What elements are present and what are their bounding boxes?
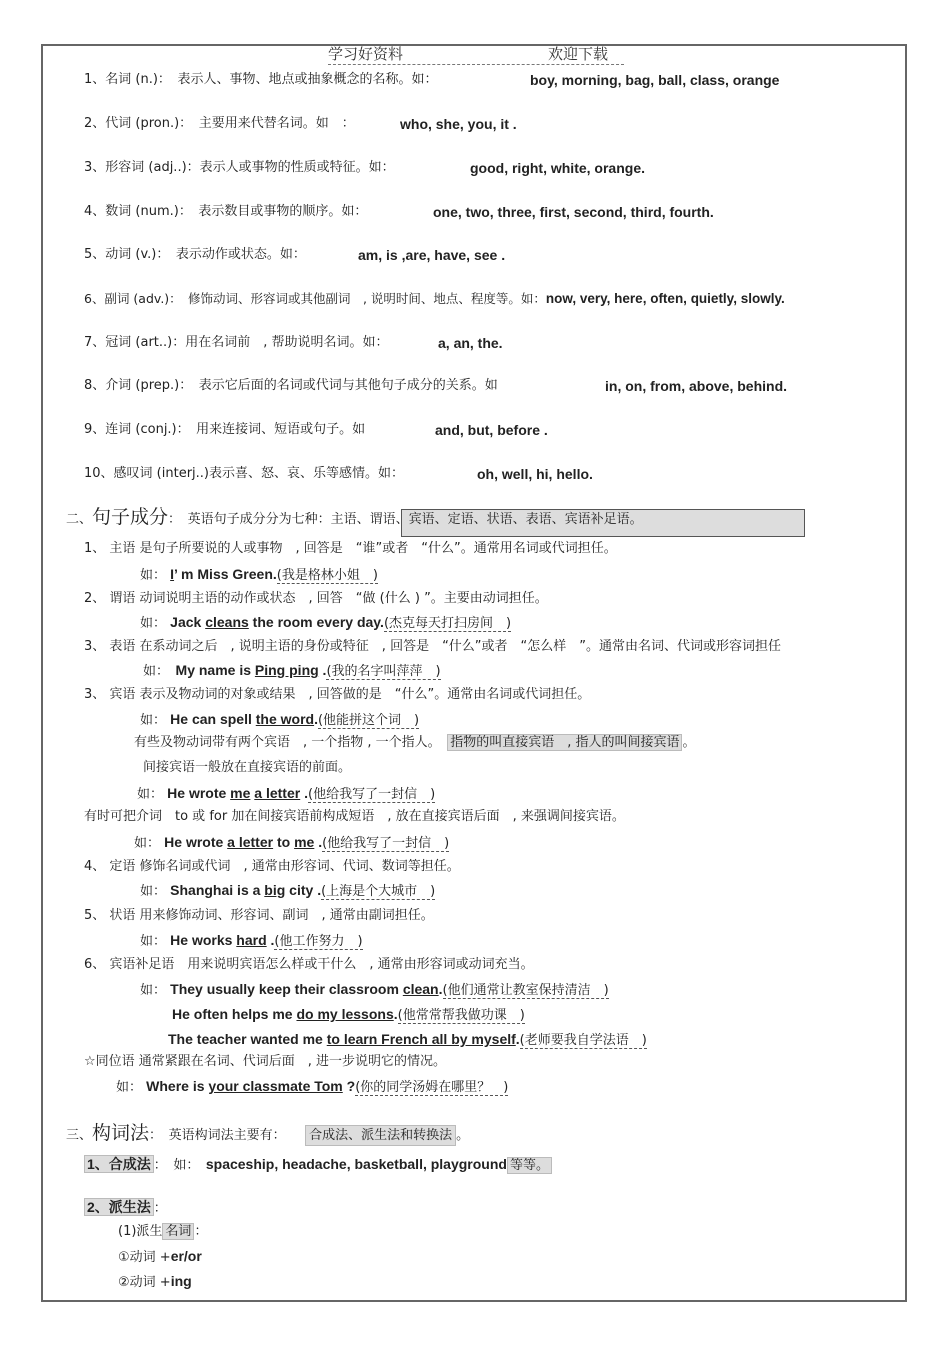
pos-item: 10、感叹词 (interj..)表示喜、怒、哀、乐等感情。如： oh, well, hi, hello. — [84, 466, 593, 482]
example-line: He often helps me do my lessons.(他常常帮我做功课 ) — [172, 1006, 525, 1023]
pos-item: 4、数词 (num.)： 表示数目或事物的顺序。如： one, two, three, first, second, third, fourth. — [84, 204, 714, 220]
text-line: 3、 宾语 表示及物动词的对象或结果 , 回答做的是 “什么”。通常由名词或代词担任。 — [84, 687, 591, 702]
subheading-compound: 1、合成法 ： 如： spaceship, headache, basketball, playground 等等。 — [84, 1155, 552, 1175]
pos-item: 6、副词 (adv.)： 修饰动词、形容词或其他副词 , 说明时间、地点、程度等。如：now, very, here, often, quietly, slowly. — [84, 291, 785, 306]
header-left: 学习好资料 — [328, 45, 404, 63]
example-line: 如： My name is Ping ping .(我的名字叫萍萍 ) — [143, 662, 441, 679]
example-line: The teacher wanted me to learn French all by myself.(老师要我自学法语 ) — [168, 1031, 647, 1048]
example-line: 如： He works hard .(他工作努力 ) — [140, 932, 363, 949]
text-line: 4、 定语 修饰名词或代词 , 通常由形容词、代词、数词等担任。 — [84, 859, 460, 874]
example-line: 如： They usually keep their classroom clean.(他们通常让教室保持清洁 ) — [140, 981, 609, 998]
pos-item: 7、冠词 (art..)：用在名词前 , 帮助说明名词。如： a, an, the. — [84, 335, 503, 351]
example-line: 如： Where is your classmate Tom ?(你的同学汤姆在哪里？ ) — [116, 1078, 509, 1095]
pos-item: 8、介词 (prep.)： 表示它后面的名词或代词与其他句子成分的关系。如 in, on, from, above, behind. — [84, 378, 788, 394]
section-3-heading: 三、构词法： 英语构词法主要有： 合成法、派生法和转换法 。 — [66, 1122, 470, 1144]
example-line: 如： Jack cleans the room every day.(杰克每天打扫房间 ) — [140, 614, 512, 631]
text-line: 有些及物动词带有两个宾语 , 一个指物 , 一个指人。 指物的叫直接宾语 , 指人的叫间接宾语 。 — [134, 735, 696, 750]
example-line: 如： I’ m Miss Green.(我是格林小姐 ) — [140, 566, 378, 583]
header-right: 欢迎下载 — [548, 45, 609, 63]
pos-item: 5、动词 (v.)： 表示动作或状态。如： am, is ,are, have, see . — [84, 247, 506, 263]
pos-item: 9、连词 (conj.)： 用来连接词、短语或句子。如 and, but, before . — [84, 422, 548, 438]
example-line: 如： He can spell the word.(他能拼这个词 ) — [140, 711, 420, 728]
text-line: 有时可把介词 to 或 for 加在间接宾语前构成短语 , 放在直接宾语后面 , 来强调间接宾语。 — [84, 809, 625, 824]
section-2-heading: 二、句子成分： 英语句子成分分为七种：主语、谓语、宾语、定语、状语、表语、宾语补足语。 — [66, 506, 643, 528]
pos-item: 2、代词 (pron.)： 主要用来代替名词。如 ： who, she, you, it . — [84, 116, 517, 132]
example-line: 如： He wrote a letter to me .(他给我写了一封信 ) — [134, 834, 450, 851]
subheading-derivation: 2、派生法 ： — [84, 1198, 167, 1218]
example-line: 如： He wrote me a letter .(他给我写了一封信 ) — [137, 785, 436, 802]
pos-item: 1、名词 (n.)： 表示人、事物、地点或抽象概念的名称。如： boy, morning, bag, ball, class, orange — [84, 72, 780, 88]
text-line: 5、 状语 用来修饰动词、形容词、副词 , 通常由副词担任。 — [84, 908, 434, 923]
list-item: ②动词 +ing — [118, 1273, 192, 1290]
text-line: 间接宾语一般放在直接宾语的前面。 — [143, 760, 352, 775]
header-divider — [328, 64, 624, 65]
text-line: 1、 主语 是句子所要说的人或事物 , 回答是 “谁”或者 “什么”。通常用名词或代词担任。 — [84, 541, 617, 556]
text-line: 6、 宾语补足语 用来说明宾语怎么样或干什么 , 通常由形容词或动词充当。 — [84, 957, 534, 972]
text-line: 3、 表语 在系动词之后 , 说明主语的身份或特征 , 回答是 “什么”或者 “怎么样 ”。通常由名词、代词或形容词担任 — [84, 639, 782, 654]
text-line: 2、 谓语 动词说明主语的动作或状态 , 回答 “做 (什么 ) ”。主要由动词担任。 — [84, 591, 548, 606]
list-item: ①动词 +er/or — [118, 1248, 202, 1265]
pos-item: 3、形容词 (adj..)：表示人或事物的性质或特征。如： good, right, white, orange. — [84, 160, 645, 176]
text-line: ☆同位语 通常紧跟在名词、代词后面 , 进一步说明它的情况。 — [84, 1054, 447, 1069]
example-line: 如： Shanghai is a big city .(上海是个大城市 ) — [140, 882, 436, 899]
list-item: (1)派生 名词 ： — [118, 1224, 208, 1239]
